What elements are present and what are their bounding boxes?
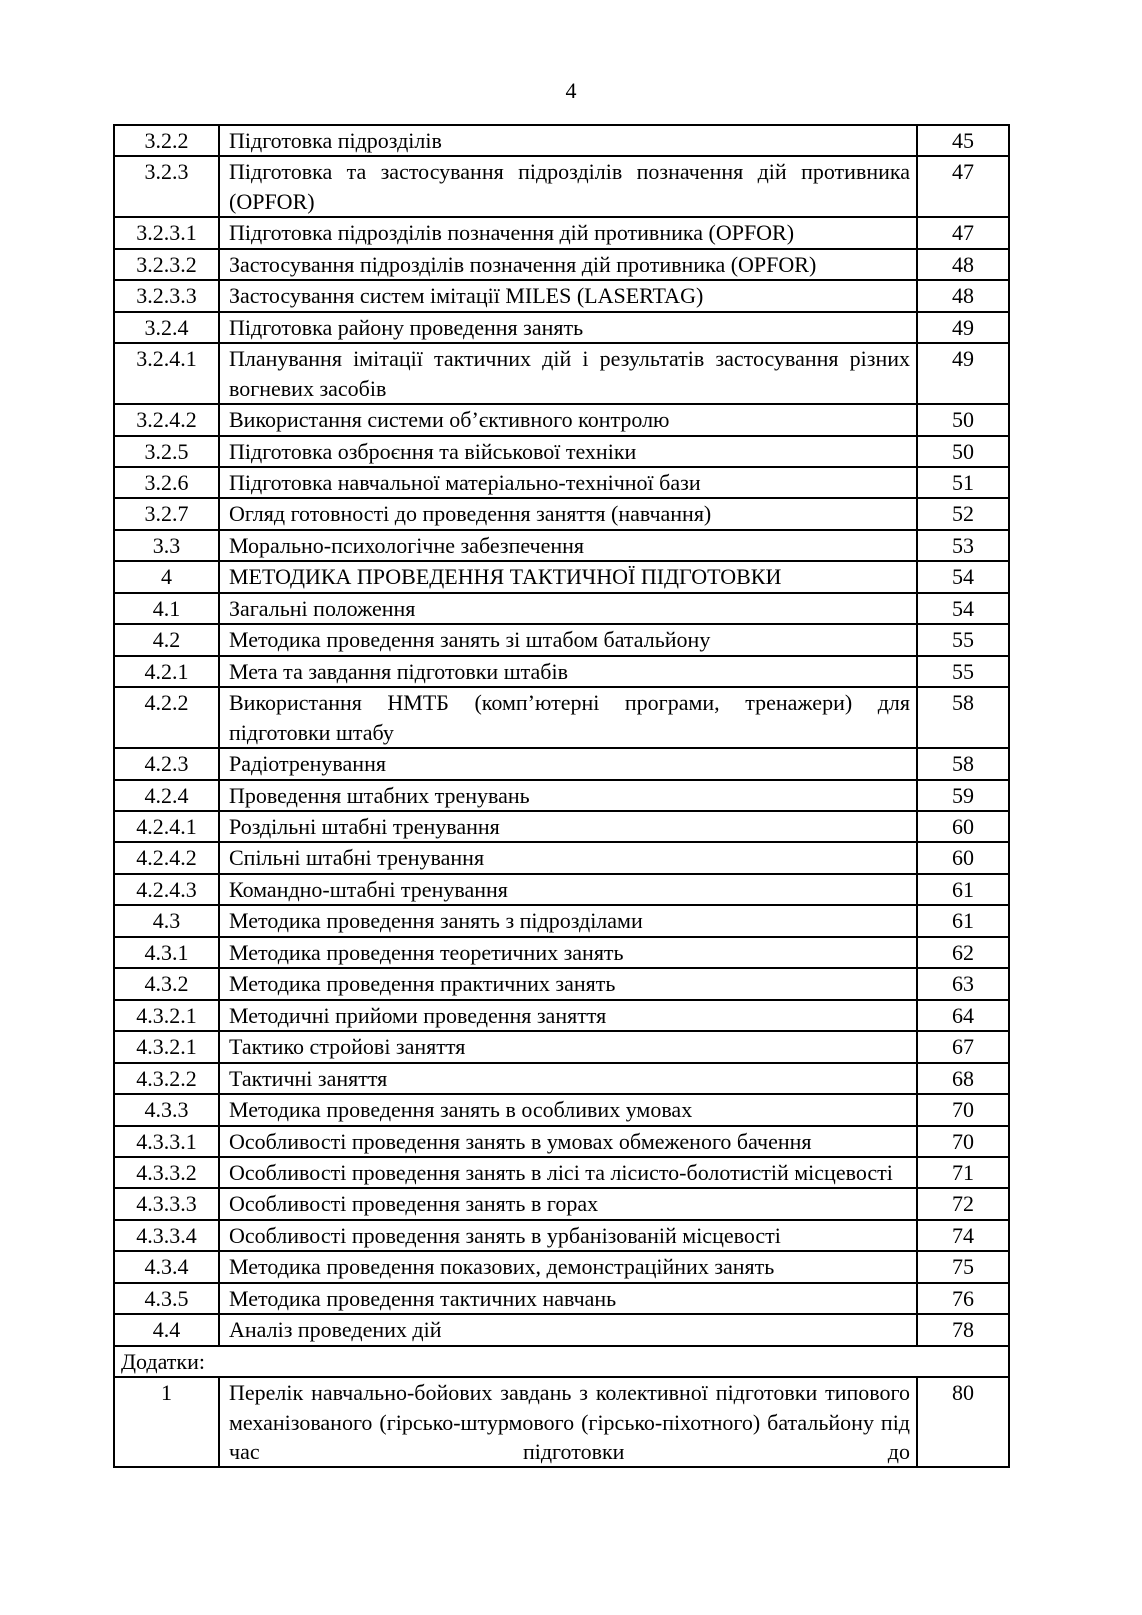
toc-entry-page: 47	[917, 156, 1009, 217]
toc-row	[114, 624, 1009, 655]
toc-entry-title: Особливості проведення занять в урбанізованій місцевості	[219, 1220, 917, 1251]
toc-entry-title: Підготовка району проведення занять	[219, 312, 917, 343]
toc-entry-number: 4.2.4.3	[114, 874, 219, 905]
toc-row	[114, 530, 1009, 561]
toc-row	[114, 1377, 1009, 1467]
toc-entry-page: 71	[917, 1157, 1009, 1188]
toc-entry-number: 4.3.2	[114, 968, 219, 999]
toc-entry-number: 4.3.3.4	[114, 1220, 219, 1251]
toc-row	[114, 811, 1009, 842]
toc-row	[114, 905, 1009, 936]
toc-row	[114, 1220, 1009, 1251]
toc-row	[114, 748, 1009, 779]
toc-entry-page: 51	[917, 467, 1009, 498]
toc-entry-title: Методика проведення занять в особливих умовах	[219, 1094, 917, 1125]
toc-entry-number: 4.3.2.2	[114, 1063, 219, 1094]
toc-row	[114, 561, 1009, 592]
toc-entry-number: 3.3	[114, 530, 219, 561]
toc-entry-title: Використання НМТБ (комп’ютерні програми, тренажери) для підготовки штабу	[219, 687, 917, 748]
toc-entry-number: 4.4	[114, 1314, 219, 1345]
toc-row	[114, 1283, 1009, 1314]
toc-entry-title: Аналіз проведених дій	[219, 1314, 917, 1345]
toc-entry-title: Спільні штабні тренування	[219, 842, 917, 873]
toc-row	[114, 1094, 1009, 1125]
toc-row	[114, 874, 1009, 905]
toc-entry-title: Підготовка та застосування підрозділів позначення дій противника (OPFOR)	[219, 156, 917, 217]
toc-row	[114, 498, 1009, 529]
toc-entry-title: Проведення штабних тренувань	[219, 780, 917, 811]
toc-entry-title: Особливості проведення занять в умовах обмеженого бачення	[219, 1126, 917, 1157]
toc-row	[114, 404, 1009, 435]
toc-row	[114, 937, 1009, 968]
toc-entry-number: 3.2.2	[114, 125, 219, 156]
toc-entry-number: 4.3.1	[114, 937, 219, 968]
toc-entry-number: 4.2.1	[114, 656, 219, 687]
toc-entry-page: 60	[917, 842, 1009, 873]
toc-entry-number: 4.3.2.1	[114, 1031, 219, 1062]
toc-entry-title: Загальні положення	[219, 593, 917, 624]
toc-entry-page: 62	[917, 937, 1009, 968]
toc-row	[114, 968, 1009, 999]
toc-entry-title: Методика проведення практичних занять	[219, 968, 917, 999]
toc-entry-page: 59	[917, 780, 1009, 811]
toc-entry-number: 4.2.2	[114, 687, 219, 748]
toc-row	[114, 312, 1009, 343]
toc-entry-page: 63	[917, 968, 1009, 999]
toc-entry-page: 52	[917, 498, 1009, 529]
toc-entry-number: 4.3.3.3	[114, 1188, 219, 1219]
toc-entry-page: 54	[917, 593, 1009, 624]
toc-entry-number: 3.2.3.3	[114, 280, 219, 311]
toc-entry-number: 3.2.3.1	[114, 217, 219, 248]
toc-entry-page: 55	[917, 624, 1009, 655]
toc-row	[114, 1251, 1009, 1282]
toc-entry-title: Підготовка озброєння та військової техніки	[219, 436, 917, 467]
toc-entry-page: 72	[917, 1188, 1009, 1219]
toc-entry-title: Командно-штабні тренування	[219, 874, 917, 905]
toc-entry-page: 49	[917, 312, 1009, 343]
toc-entry-title: Підготовка підрозділів	[219, 125, 917, 156]
toc-entry-title: Особливості проведення занять в лісі та лісисто-болотистій місцевості	[219, 1157, 917, 1188]
toc-entry-number: 4	[114, 561, 219, 592]
toc-entry-number: 4.3.3.1	[114, 1126, 219, 1157]
toc-entry-title: Роздільні штабні тренування	[219, 811, 917, 842]
toc-entry-page: 53	[917, 530, 1009, 561]
toc-row	[114, 1063, 1009, 1094]
toc-entry-page: 48	[917, 249, 1009, 280]
toc-entry-number: 4.3	[114, 905, 219, 936]
toc-entry-page: 49	[917, 343, 1009, 404]
toc-entry-number: 4.1	[114, 593, 219, 624]
toc-table-body	[114, 125, 1009, 1467]
toc-entry-title: Особливості проведення занять в горах	[219, 1188, 917, 1219]
toc-row	[114, 249, 1009, 280]
toc-entry-title: Планування імітації тактичних дій і результатів застосування різних вогневих засобів	[219, 343, 917, 404]
toc-entry-page: 68	[917, 1063, 1009, 1094]
toc-entry-page: 48	[917, 280, 1009, 311]
toc-entry-title: Застосування систем імітації MILES (LASERTAG)	[219, 280, 917, 311]
toc-entry-title: Радіотренування	[219, 748, 917, 779]
toc-entry-number: 3.2.7	[114, 498, 219, 529]
toc-entry-number: 3.2.4	[114, 312, 219, 343]
toc-entry-title: Тактико стройові заняття	[219, 1031, 917, 1062]
toc-entry-number: 3.2.5	[114, 436, 219, 467]
toc-entry-page: 64	[917, 1000, 1009, 1031]
toc-entry-page: 76	[917, 1283, 1009, 1314]
toc-entry-title: Перелік навчально-бойових завдань з колективної підготовки типового механізованого (гірсько-штурмового (гірсько-піхотного) батальйону під час підготовки до	[219, 1377, 917, 1467]
toc-entry-page: 45	[917, 125, 1009, 156]
toc-entry-number: 4.3.5	[114, 1283, 219, 1314]
toc-entry-page: 61	[917, 874, 1009, 905]
toc-entry-page: 75	[917, 1251, 1009, 1282]
toc-row	[114, 842, 1009, 873]
toc-entry-page: 50	[917, 404, 1009, 435]
toc-entry-number: 3.2.3.2	[114, 249, 219, 280]
toc-entry-title: Методика проведення показових, демонстраційних занять	[219, 1251, 917, 1282]
toc-entry-page: 78	[917, 1314, 1009, 1345]
toc-row	[114, 656, 1009, 687]
toc-entry-title: МЕТОДИКА ПРОВЕДЕННЯ ТАКТИЧНОЇ ПІДГОТОВКИ	[219, 561, 917, 592]
toc-row	[114, 593, 1009, 624]
toc-row	[114, 436, 1009, 467]
toc-entry-number: 4.2.3	[114, 748, 219, 779]
toc-entry-title: Тактичні заняття	[219, 1063, 917, 1094]
toc-entry-title: Методика проведення занять з підрозділами	[219, 905, 917, 936]
toc-entry-title: Використання системи об’єктивного контролю	[219, 404, 917, 435]
toc-row	[114, 1188, 1009, 1219]
toc-row	[114, 1126, 1009, 1157]
toc-entry-page: 61	[917, 905, 1009, 936]
toc-entry-number: 3.2.3	[114, 156, 219, 217]
toc-entry-page: 60	[917, 811, 1009, 842]
toc-entry-number: 4.3.2.1	[114, 1000, 219, 1031]
toc-row	[114, 156, 1009, 217]
toc-row	[114, 280, 1009, 311]
toc-entry-page: 67	[917, 1031, 1009, 1062]
toc-entry-page: 70	[917, 1094, 1009, 1125]
toc-entry-number: 4.3.3.2	[114, 1157, 219, 1188]
appendices-section-row	[114, 1346, 1009, 1377]
toc-entry-title: Застосування підрозділів позначення дій противника (OPFOR)	[219, 249, 917, 280]
toc-entry-page: 54	[917, 561, 1009, 592]
toc-table	[113, 124, 1010, 1468]
toc-row	[114, 1314, 1009, 1345]
toc-row	[114, 1031, 1009, 1062]
toc-entry-page: 47	[917, 217, 1009, 248]
toc-entry-page: 58	[917, 687, 1009, 748]
toc-entry-title: Методика проведення занять зі штабом батальйону	[219, 624, 917, 655]
toc-entry-page: 74	[917, 1220, 1009, 1251]
toc-entry-number: 4.2.4.2	[114, 842, 219, 873]
toc-row	[114, 780, 1009, 811]
toc-entry-title: Огляд готовності до проведення заняття (навчання)	[219, 498, 917, 529]
toc-entry-number: 4.2.4	[114, 780, 219, 811]
toc-entry-title: Методичні прийоми проведення заняття	[219, 1000, 917, 1031]
toc-entry-number: 4.2.4.1	[114, 811, 219, 842]
toc-entry-number: 3.2.4.1	[114, 343, 219, 404]
toc-row	[114, 125, 1009, 156]
toc-entry-title: Морально-психологічне забезпечення	[219, 530, 917, 561]
toc-entry-page: 58	[917, 748, 1009, 779]
toc-row	[114, 217, 1009, 248]
toc-row	[114, 1000, 1009, 1031]
toc-entry-title: Підготовка навчальної матеріально-технічної бази	[219, 467, 917, 498]
toc-entry-title: Мета та завдання підготовки штабів	[219, 656, 917, 687]
toc-entry-number: 1	[114, 1377, 219, 1467]
page-number: 4	[565, 78, 577, 103]
toc-row	[114, 687, 1009, 748]
toc-entry-page: 55	[917, 656, 1009, 687]
toc-entry-number: 3.2.4.2	[114, 404, 219, 435]
toc-entry-number: 4.3.4	[114, 1251, 219, 1282]
toc-row	[114, 1157, 1009, 1188]
toc-entry-number: 4.2	[114, 624, 219, 655]
toc-row	[114, 467, 1009, 498]
toc-entry-title: Методика проведення теоретичних занять	[219, 937, 917, 968]
toc-entry-title: Методика проведення тактичних навчань	[219, 1283, 917, 1314]
toc-entry-title: Підготовка підрозділів позначення дій противника (OPFOR)	[219, 217, 917, 248]
toc-entry-number: 4.3.3	[114, 1094, 219, 1125]
toc-row	[114, 343, 1009, 404]
toc-entry-page: 70	[917, 1126, 1009, 1157]
toc-entry-page: 50	[917, 436, 1009, 467]
appendices-section-label: Додатки:	[114, 1346, 1009, 1377]
toc-entry-page: 80	[917, 1377, 1009, 1467]
toc-entry-number: 3.2.6	[114, 467, 219, 498]
